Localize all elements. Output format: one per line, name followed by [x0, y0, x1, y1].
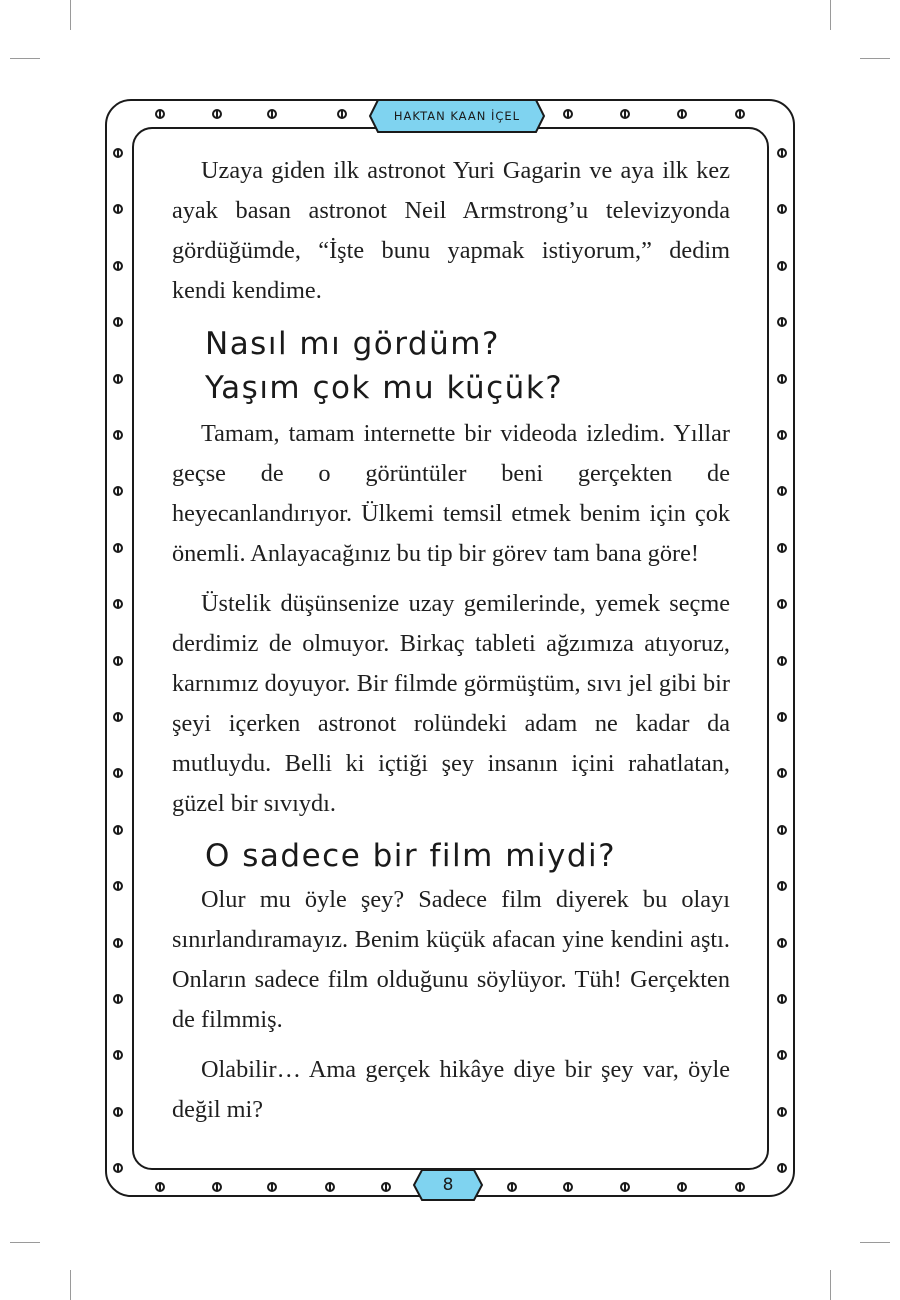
- crop-mark: [70, 0, 71, 30]
- rivet-icon: [777, 712, 787, 722]
- rivet-icon: [267, 1182, 277, 1192]
- author-name: HAKTAN KAAN İÇEL: [393, 109, 521, 123]
- rivet-icon: [563, 109, 573, 119]
- author-header-tag: [368, 98, 546, 134]
- paragraph-text: Olur mu öyle şey? Sadece film diyerek bu olayı sınırlandıramayız. Benim küçük afacan yine kendini aştı. Onların sadece film olduğunu söylüyor. Tüh! Gerçekten de filmmiş.: [172, 886, 730, 1033]
- rivet-icon: [777, 938, 787, 948]
- rivet-icon: [113, 1107, 123, 1117]
- rivet-icon: [113, 712, 123, 722]
- rivet-icon: [735, 1182, 745, 1192]
- rivet-icon: [155, 109, 165, 119]
- rivet-icon: [155, 1182, 165, 1192]
- rivet-icon: [563, 1182, 573, 1192]
- crop-mark: [70, 1270, 71, 1300]
- rivet-icon: [777, 1107, 787, 1117]
- rivet-icon: [212, 1182, 222, 1192]
- crop-mark: [830, 0, 831, 30]
- crop-mark: [860, 58, 890, 59]
- rivet-icon: [113, 374, 123, 384]
- paragraph-4: [172, 880, 730, 1040]
- rivet-icon: [113, 994, 123, 1004]
- crop-mark: [10, 58, 40, 59]
- rivet-icon: [212, 109, 222, 119]
- page-number: 8: [442, 1175, 454, 1195]
- rivet-icon: [113, 261, 123, 271]
- rivet-icon: [507, 1182, 517, 1192]
- rivet-icon: [337, 109, 347, 119]
- crop-mark: [10, 1242, 40, 1243]
- paragraph-text: Olabilir… Ama gerçek hikâye diye bir şey var, öyle değil mi?: [172, 1056, 730, 1123]
- crop-mark: [830, 1270, 831, 1300]
- handwritten-heading-line-2: Yaşım çok mu küçük?: [205, 370, 564, 406]
- rivet-icon: [381, 1182, 391, 1192]
- rivet-icon: [113, 938, 123, 948]
- crop-mark: [860, 1242, 890, 1243]
- rivet-icon: [113, 656, 123, 666]
- rivet-icon: [113, 148, 123, 158]
- rivet-icon: [113, 543, 123, 553]
- paragraph-5: [172, 1050, 730, 1130]
- handwritten-heading-line-1: Nasıl mı gördüm?: [205, 326, 500, 362]
- rivet-icon: [677, 109, 687, 119]
- rivet-icon: [777, 261, 787, 271]
- rivet-icon: [620, 109, 630, 119]
- page-number-tag: [412, 1168, 484, 1202]
- paragraph-text: Tamam, tamam internette bir videoda izledim. Yıllar geçse de o görüntüler beni gerçekten de heyecanlandırıyor. Ülkemi temsil etmek benim için çok önemli. Anlayacağınız bu tip bir görev tam bana göre!: [172, 420, 730, 567]
- paragraph-text: Üstelik düşünsenize uzay gemilerinde, yemek seçme derdimiz de olmuyor. Birkaç tableti ağzımıza atıyoruz, karnımız doyuyor. Bir filmde görmüştüm, sıvı jel gibi bir şeyi içerken astronot rolündeki adam ne kadar da mutluydu. Belli ki içtiği şey insanın içini rahatlatan, güzel bir sıvıydı.: [172, 590, 730, 817]
- rivet-icon: [777, 430, 787, 440]
- rivet-icon: [777, 656, 787, 666]
- rivet-icon: [620, 1182, 630, 1192]
- paragraph-1: [172, 151, 730, 311]
- rivet-icon: [777, 148, 787, 158]
- rivet-icon: [677, 1182, 687, 1192]
- paragraph-text: Uzaya giden ilk astronot Yuri Gagarin ve aya ilk kez ayak basan astronot Neil Armstrong’u televizyonda gördüğümde, “İşte bunu yapmak istiyorum,” dedim kendi kendime.: [172, 157, 730, 304]
- rivet-icon: [325, 1182, 335, 1192]
- rivet-icon: [113, 430, 123, 440]
- rivet-icon: [777, 374, 787, 384]
- paragraph-3: [172, 584, 730, 824]
- rivet-icon: [735, 109, 745, 119]
- rivet-icon: [267, 109, 277, 119]
- paragraph-2: [172, 414, 730, 574]
- handwritten-heading-3: O sadece bir film miydi?: [205, 838, 617, 874]
- rivet-icon: [777, 825, 787, 835]
- rivet-icon: [113, 825, 123, 835]
- rivet-icon: [777, 994, 787, 1004]
- rivet-icon: [777, 543, 787, 553]
